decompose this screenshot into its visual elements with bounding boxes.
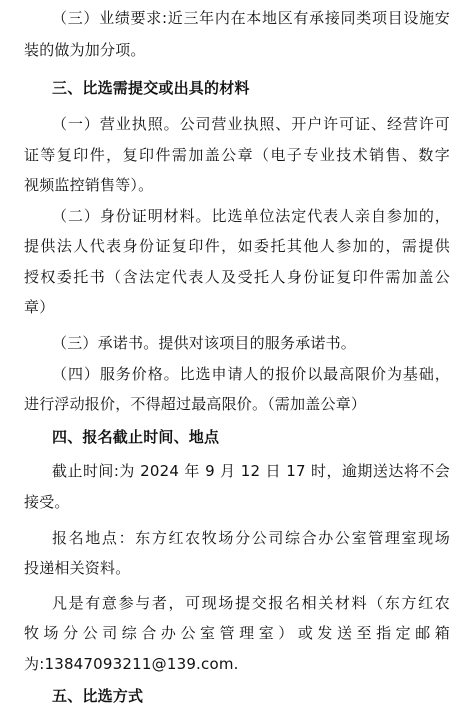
paragraph-line: 装的做为加分项。 bbox=[24, 41, 146, 60]
paragraph-line: 视频监控销售等）。 bbox=[24, 176, 154, 195]
paragraph-line: （一）营业执照。公司营业执照、开户许可证、经营许可 bbox=[52, 115, 450, 134]
paragraph-line: 牧场分公司综合办公室管理室）或发送至指定邮箱 bbox=[24, 624, 450, 643]
paragraph-line: （四）服务价格。比选申请人的报价以最高限价为基础， bbox=[52, 364, 450, 383]
paragraph-line: 章） bbox=[24, 298, 55, 317]
paragraph-line: （三）业绩要求:近三年内在本地区有承接同类项目设施安 bbox=[52, 8, 450, 27]
email-line: 为:13847093211@139.com. bbox=[24, 654, 239, 673]
paragraph-line: 凡是有意参与者，可现场提交报名相关材料（东方红农 bbox=[52, 593, 450, 612]
paragraph-line: 提供法人代表身份证复印件，如委托其他人参加的，需提供 bbox=[24, 237, 450, 256]
paragraph-line: 接受。 bbox=[24, 492, 70, 511]
paragraph-line: 授权委托书（含法定代表人及受托人身份证复印件需加盖公 bbox=[24, 267, 450, 286]
paragraph-line: 进行浮动报价，不得超过最高限价。（需加盖公章） bbox=[24, 395, 367, 414]
section-heading: 三、比选需提交或出具的材料 bbox=[52, 79, 250, 98]
paragraph-line: 报名地点：东方红农牧场分公司综合办公室管理室现场 bbox=[52, 528, 450, 547]
paragraph-line: 截止时间:为 2024 年 9 月 12 日 17 时，逾期送达将不会 bbox=[52, 462, 450, 481]
paragraph-line: 投递相关资料。 bbox=[24, 559, 131, 578]
paragraph-line: （三）承诺书。提供对该项目的服务承诺书。 bbox=[52, 334, 357, 353]
paragraph-line: （二）身份证明材料。比选单位法定代表人亲自参加的， bbox=[52, 206, 450, 225]
section-heading: 五、比选方式 bbox=[52, 687, 144, 705]
section-heading: 四、报名截止时间、地点 bbox=[52, 427, 220, 446]
paragraph-line: 证等复印件，复印件需加盖公章（电子专业技术销售、数字 bbox=[24, 145, 450, 164]
